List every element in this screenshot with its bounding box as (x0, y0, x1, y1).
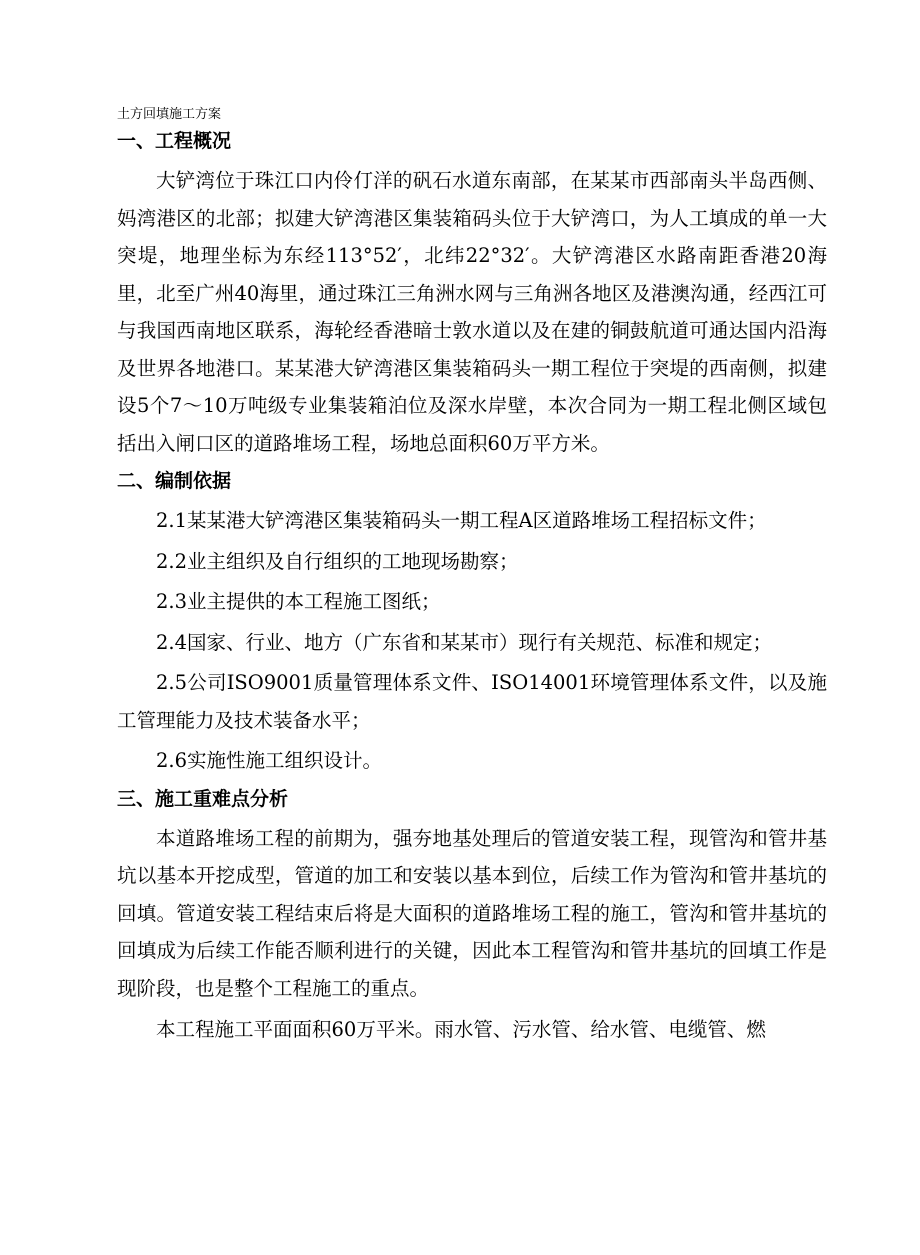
section-heading: 一、工程概况 (117, 130, 232, 152)
list-item: 2.3业主提供的本工程施工图纸； (156, 590, 441, 613)
list-item: 2.1某某港大铲湾港区集装箱码头一期工程A区道路堆场工程招标文件； (156, 509, 767, 532)
paragraph: 本工程施工平面面积60万平米。雨水管、污水管、给水管、电缆管、燃 (156, 1018, 766, 1041)
document-body (117, 126, 827, 1053)
list-item: 2.5公司ISO9001质量管理体系文件、ISO14001环境管理体系文件，以及施工管理能力及技术装备水平； (117, 671, 827, 732)
document-title: 土方回填施工方案 (117, 107, 222, 122)
section-overview (117, 126, 827, 462)
list-item: 2.6实施性施工组织设计。 (156, 749, 383, 772)
section-heading: 二、编制依据 (117, 470, 232, 492)
section-basis (117, 466, 827, 780)
list-item: 2.4国家、行业、地方（广东省和某某市）现行有关规范、标准和规定； (156, 630, 773, 654)
section-key-difficulties (117, 784, 827, 1049)
paragraph: 大铲湾位于珠江口内伶仃洋的矾石水道东南部，在某某市西部南头半岛西侧、妈湾港区的北部；拟建大铲湾港区集装箱码头位于大铲湾口，为人工填成的单一大突堤，地理坐标为东经113°52′，北纬22°32′。大铲湾港区水路南距香港20海里，北至广州40海里，通过珠江三角洲水网与三角洲各地区及港澳沟通，经西江可与我国西南地区联系，海轮经香港暗士敦水道以及在建的铜鼓航道可通达国内沿海及世界各地港口。某某港大铲湾港区集装箱码头一期工程位于突堤的西南侧，拟建设5个7～10万吨级专业集装箱泊位及深水岸壁，本次合同为一期工程北侧区域包括出入闸口区的道路堆场工程，场地总面积60万平方米。 (117, 169, 827, 455)
list-item: 2.2业主组织及自行组织的工地现场勘察； (156, 549, 519, 573)
paragraph: 本道路堆场工程的前期为，强夯地基处理后的管道安装工程，现管沟和管井基坑以基本开挖成型，管道的加工和安装以基本到位，后续工作为管沟和管井基坑的回填。管道安装工程结束后将是大面积的道路堆场工程的施工，管沟和管井基坑的回填成为后续工作能否顺利进行的关键，因此本工程管沟和管井基坑的回填工作是现阶段，也是整个工程施工的重点。 (117, 826, 827, 1000)
section-heading: 三、施工重难点分析 (117, 787, 289, 810)
